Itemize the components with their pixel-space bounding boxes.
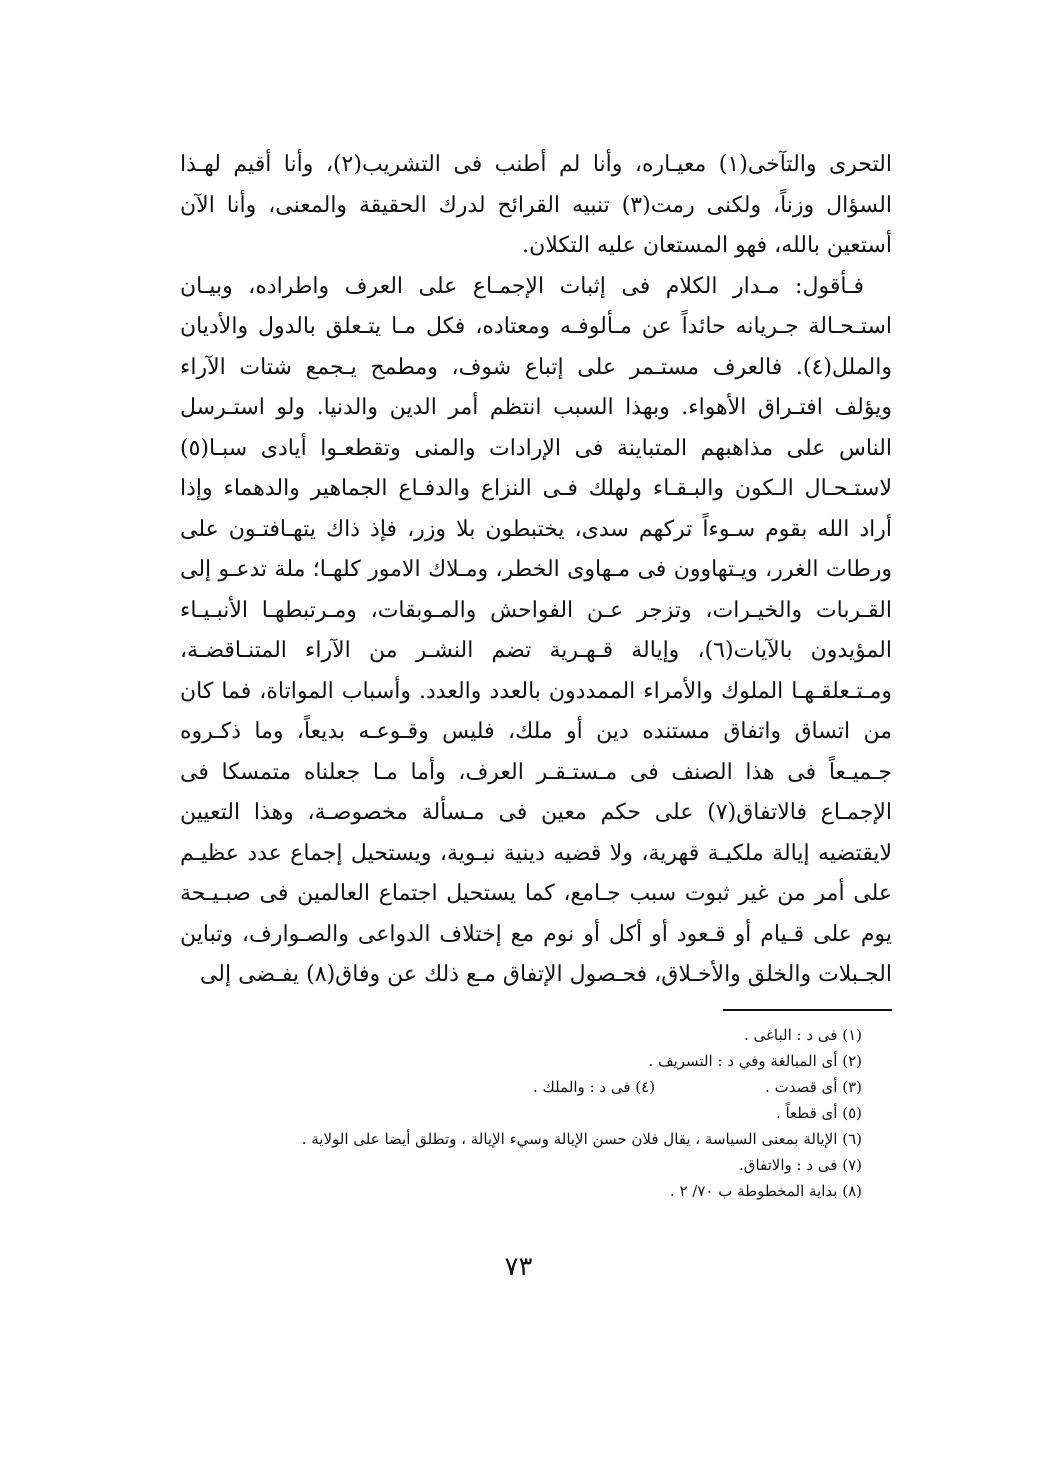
footnote-row xyxy=(250,1100,862,1126)
footnote-row xyxy=(250,1178,862,1204)
footnote-row xyxy=(250,1022,862,1048)
footnote-row xyxy=(250,1152,862,1178)
paragraph-main: فـأقول: مـدار الكلام فى إثبات الإجمـاع على العرف واطراده، وبيـان استـحـالة جـريانه حائداً عن مـألوفـه ومعتاده، فكل مـا يتـعلق بالدول والأديان والملل(٤). فالعرف مستـمر على إتباع شوف، ومطمح يـجمع شتات الآراء ويؤلف افتـراق الأهواء. وبهذا السبب انتظم أمر الدين والدنيا. ولو استـرسل الناس على مذاهبهم المتباينة فى الإرادات والمنى وتقطعـوا أيادى سبـا(٥) لاستـحـال الـكون والبـقـاء ولهلك فـى النزاع والدفـاع الجماهير والدهماء وإذا أراد الله بقوم سـوءاً تركهم سدى، يختبطون بلا وزر، فإذ ذاك يتهـافتـون على ورطات الغرر، ويـتهاوون فى مـهاوى الخطر، ومـلاك الامور كلهـا؛ ملة تدعـو إلى القـربات والخيـرات، وتزجر عـن الفواحش والمـوبقات، ومـرتبطهـا الأنبـيـاء المؤيدون بالآيات(٦)، وإيالة قـهـرية تضم النشـر من الآراء المتنـاقضـة، ومـتـعلقـهـا الملوك والأمراء الممددون بالعدد والعدد. وأسباب المواتاة، فما كان من اتساق واتفاق مستنده دين أو ملك، فليس وقـوعـه بديعاً، وما ذكـروه جـميـعاً فى هذا الصنف فى مـستـقـر العرف، وأما مـا جعلناه متمسكا فى الإجمـاع فالاتفاق(٧) على حكم معين فى مـسألة مخصوصـة، وهذا التعيين لايقتضيه إيالة ملكيـة قهرية، ولا قضيه دينية نبـوية، ويستحيل إجماع عدد عظيـم على أمر من غير ثبوت سبب جـامع، كما يستحيل اجتماع العالمين فى صبـيـحة يوم على قـيام أو قـعود أو أكل أو نوم مع إختلاف الدواعى والصـوارف، وتباين الجـبلات والخلق والأخـلاق، فحـصول الإتفاق مـع ذلك عن وفاق(٨) يفـضى إلى xyxy=(180,273,892,987)
footnote-row xyxy=(250,1126,862,1152)
footnote-4: (٤) فى د : والملك . xyxy=(533,1078,656,1096)
footnote-6: (٦) الإيالة بمعنى السياسة ، يقال فلان حسن الإيالة وسيء الإيالة ، وتطلق أيضا على الولاية . xyxy=(301,1130,862,1148)
page-number: ٧٣ xyxy=(504,1252,533,1282)
footnote-separator xyxy=(723,1009,892,1011)
main-text xyxy=(180,145,892,996)
footnote-2: (٢) أى المبالغة وفي د : التسريف . xyxy=(648,1052,862,1070)
paragraph-continuation: التحرى والتآخى(١) معيـاره، وأنا لم أطنب فى التشريب(٢)، وأنا أقيم لهـذا السؤال وزناً، ولكنى رمت(٣) تنبيه القرائح لدرك الحقيقة والمعنى، وأنا الآن أستعين بالله، فهو المستعان عليه التكلان. xyxy=(180,152,892,258)
footnote-3: (٣) أى قصدت . xyxy=(765,1078,862,1096)
footnote-7: (٧) فى د : والاتفاق. xyxy=(739,1156,862,1174)
footnote-row xyxy=(250,1048,862,1074)
footnote-1: (١) فى د : الباغى . xyxy=(744,1026,862,1044)
footnotes xyxy=(250,1022,862,1204)
footnote-8: (٨) بداية المخطوطة ب ٧٠/ ٢ . xyxy=(669,1182,862,1200)
footnote-5: (٥) أى قطعاً . xyxy=(775,1104,862,1122)
footnote-row xyxy=(250,1074,862,1100)
